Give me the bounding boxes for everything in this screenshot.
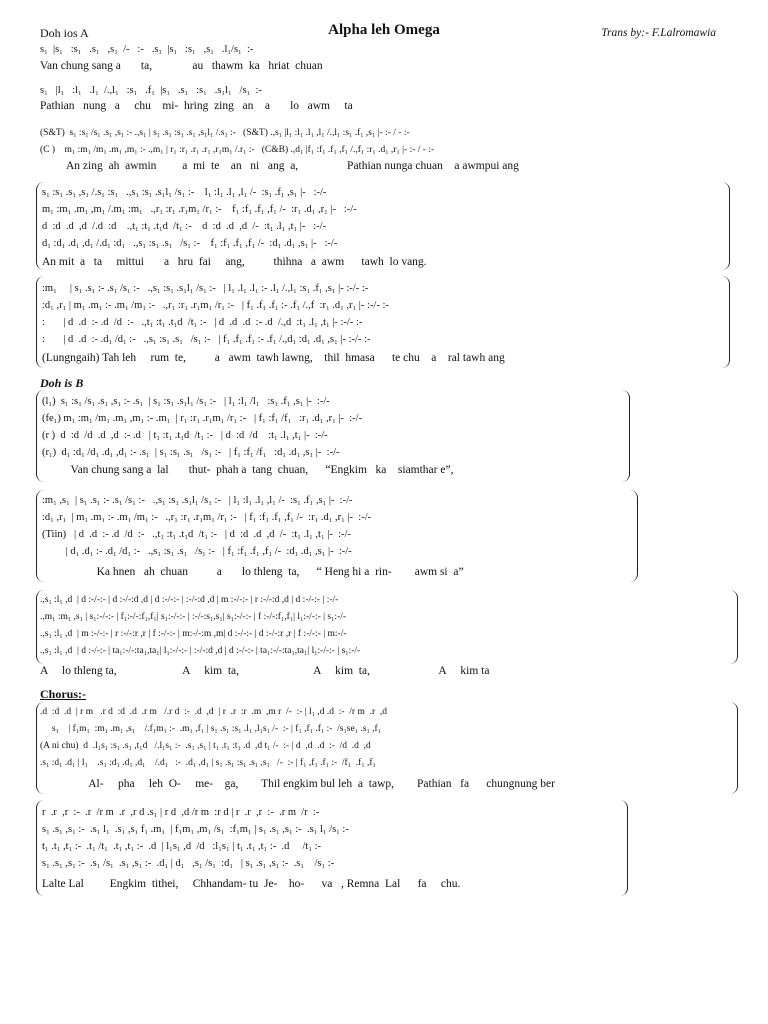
notation-row: :m₁ | s₁ .s₁ :- .s₁ /s₁ :- .,s₁ :s₁ .s₁l₁ /s₁ :- | l₁ .l₁ .l₁ :- .l₁ /.,l₁ :s₁ .f₁ ,s₁ |- :-/- :-: [42, 283, 369, 294]
notation-row: .s₁ :d₁ .d₁ | l₁ .s₁ :d₁ .d₁ ,d₁ /.d₁ :- .d₁ ,d₁ | s₁ .s₁ :s₁ .s₁ ,s₁ /- :- | f₁ ,f₁ .f₁ :- /f₁ .f₁ ,f₁: [40, 758, 376, 768]
lyric-line: (Lungngaih) Tah leh rum te, a awm tawh lawng, thil hmasa te chu a ral tawh ang: [42, 352, 505, 364]
notation-row: s₁ .s₁ ,s₁ :- .s₁ /s₁ .s₁ ,s₁ :- .d₁ | d₁ ,s₁ /s₁ :d₁ | s₁ .s₁ ,s₁ :- .s₁ /s₁ :-: [42, 858, 335, 869]
lyric-line: Van chung sang a lal thut- phah a tang chuan, “Engkim ka siamthar e”,: [42, 464, 454, 476]
notation-row: r .r ,r :- .r /r m .r ,r d .s₁ | r d ,d /r m :r d | r .r ,r :- .r m /r :-: [42, 807, 320, 818]
notation-row: .,s₁ :l₁ ,d | d :-/-:- | d :-/-:d ,d | d :-/-:- | :-/-:d ,d | m :-/-:- | r :-/-:d ,d | d :-/-:- | :-/-: [40, 595, 339, 605]
notation-row: : | d .d :- .d /d :- .,t₁ :t₁ .t₁d /t₁ :- | d .d .d :- .d /.,d :t₁ .l₁ ,t₁ |- :-/- :-: [42, 317, 363, 328]
chorus-label: Chorus:-: [40, 687, 87, 701]
notation-row: s₁ | f₁m₁ :m₁ .m₁ ,s₁ /.f₁m₁ :- .m₁ ,f₁ | s₁ .s₁ :s₁ .l₁ ,l₁s₁ /- :- | f₁ ,f₁ .f₁ :- /s₁se₁ .s₁ ,f₁: [40, 724, 382, 734]
notation-row: :d₁ ,r₁ | m₁ .m₁ :- .m₁ /m₁ :- .,r₁ :r₁ .r₁m₁ /r₁ :- | f₁ .f₁ .f₁ :- .f₁ /.,f :r₁ .d₁ ,r₁ |- :-/- :-: [42, 300, 389, 311]
notation-row: s₁ :s₁ .s₁ ,s₁ /.s₁ :s₁ .,s₁ :s₁ .s₁l₁ /s₁ :- l₁ :l₁ .l₁ ,l₁ /- :s₁ .f₁ ,s₁ |- :-/-: [42, 187, 327, 198]
notation-row: (Tiin) | d .d :- .d /d :- .,t₁ :t₁ .t₁d /t₁ :- | d :d .d ,d /- :t₁ .l₁ ,t₁ |- :-/-: [42, 529, 351, 540]
notation-row: t₁ .t₁ ,t₁ :- .t₁ /t₁ .t₁ ,t₁ :- .d | l₁s₁ ,d /d :l₁s₁ | t₁ .t₁ ,t₁ :- .d /t₁ :-: [42, 841, 322, 852]
lyric-line: Lalte Lal Engkim tithei, Chhandam- tu Je- ho- va , Remna Lal fa chu.: [42, 878, 461, 890]
notation-row: (S&T) s₁ :s₁ /s₁ .s₁ ,s₁ :- .,s₁ | s₁ .s₁ :s₁ .s₁ ,s₁l₁ /.s₁ :- (S&T) .,s₁ |l₁ :l₁ .l₁ ,l₁ /.,l₁ :s₁ .f₁ ,s₁ |- :- / - :-: [40, 128, 410, 138]
song-title: Alpha leh Omega: [328, 22, 440, 38]
key-signature: Doh ios A: [40, 26, 89, 40]
notation-row: (r₁) d₁ :d₁ /d₁ .d₁ ,d₁ :- .s₁ | s₁ :s₁ .s₁ /s₁ :- | f₁ :f₁ /f₁ :d₁ .d₁ ,s₁ |- :-/-: [42, 447, 340, 458]
notation-row: :m₁ ,s₁ | s₁ .s₁ :- .s₁ /s₁ :- .,s₁ :s₁ .s₁l₁ /s₁ :- | l₁ :l₁ .l₁ ,l₁ /- :s₁ .f₁ ,s₁ |- :-/-: [42, 495, 353, 506]
notation-row: (C ) m₁ :m₁ /m₁ .m₁ ,m₁ :- .,m₁ | r₁ :r₁ .r₁ .r₁ ,r₁m₁ /.r₁ :- (C&B) .,d₁ |f₁ :f₁ .f₁ ,f₁ /.,f₁ :r₁ .d₁ ,r₁ |- :- / - :-: [40, 145, 435, 155]
notation-row: (fe₁) m₁ :m₁ /m₁ .m₁ ,m₁ :- .m₁ | r₁ :r₁ .r₁m₁ /r₁ :- | f₁ :f₁ /f₁ :r₁ .d₁ ,r₁ |- :-/-: [42, 413, 363, 424]
notation-row: s₁ |l₁ :l₁ .l₁ /.,l₁ :s₁ .f₁ |s₁ .s₁ :s₁ .s₁l₁ /s₁ :-: [40, 85, 262, 96]
notation-row: (l₁) s₁ :s₁ /s₁ .s₁ ,s₁ :- .s₁ | s₁ :s₁ .s₁l₁ /s₁ :- | l₁ :l₁ /l₁ :s₁ .f₁ ,s₁ |- :-/-: [42, 396, 330, 407]
lyric-line: An zing ah awmin a mi te an ni ang a, Pathian nunga chuan a awmpui ang: [66, 160, 519, 172]
lyric-line: Ka hnen ah chuan a lo thleng ta, “ Heng hi a rin- awm si a”: [42, 566, 464, 578]
notation-row: d :d .d ,d /.d :d .,t₁ :t₁ .t₁d /t₁ :- d :d .d ,d /- :t₁ .l₁ ,t₁ |- :-/-: [42, 221, 327, 232]
lyric-line: A lo thleng ta, A kim ta, A kim ta, A kim ta: [40, 665, 490, 677]
lyric-line: Pathian nung a chu mi- hring zing an a lo awm ta: [40, 100, 353, 112]
notation-row: :d₁ ,r₁ | m₁ .m₁ :- .m₁ /m₁ :- .,r₁ :r₁ .r₁m₁ /r₁ :- | f₁ :f₁ .f₁ ,f₁ /- :r₁ .d₁ ,r₁ |- :-/-: [42, 512, 372, 523]
notation-row: s₁ .s₁ ,s₁ :- .s₁ l₁ .s₁ ,s₁ f₁ .m₁ | f₁m₁ ,m₁ /s₁ :f₁m₁ | s₁ .s₁ ,s₁ :- .s₁ l₁ /s₁ :-: [42, 824, 349, 835]
notation-row: (r ) d :d /d .d ,d :- .d | t₁ :t₁ .t₁d /t₁ :- | d :d /d :t₁ .l₁ ,t₁ |- :-/-: [42, 430, 328, 441]
notation-row: : | d .d :- .d₁ /d₁ :- .,s₁ :s₁ .s₁ /s₁ :- | f₁ .f₁ .f₁ :- .f₁ /.,d₁ :d₁ .d₁ ,s₁ |- :-/- :-: [42, 334, 371, 345]
notation-row: .,s₁ :l₁ ,d | m :-/-:- | r :-/-:r ,r | f :-/-:- | m:-/-:m ,m| d :-/-:- | d :-/-:r ,r | f :-/-:- | m:-/-: [40, 629, 347, 639]
notation-row: s₁ |s₁ :s₁ .s₁ ,s₁ /- :- .s₁ |s₁ :s₁ ,s₁ .l₁/s₁ :-: [40, 44, 254, 55]
lyric-line: Al- pha leh O- me- ga, Thil engkim bul leh a tawp, Pathian fa chungnung ber: [40, 778, 555, 790]
notation-row: .d :d .d | r m .r d :d .d .r m /.r d :- .d ,d | r .r :r .m ,m r /- :- | l₁ ,d .d :- /r m .r ,d: [40, 707, 388, 717]
notation-row: .,s₁ :l₁ ,d | d :-/-:- | ta₁:-/-:ta₁,ta₁| l₁:-/-:- | :-/-:d ,d | d :-/-:- | ta₁:-/-:ta₁,ta₁| l₁:-/-:- | s₁:-/-: [40, 646, 361, 656]
notation-row: d₁ :d₁ .d₁ ,d₁ /.d₁ :d₁ .,s₁ :s₁ .s₁ /s₁ :- f₁ :f₁ .f₁ ,f₁ /- :d₁ .d₁ ,s₁ |- :-/-: [42, 238, 338, 249]
lyric-line: Van chung sang a ta, au thawm ka hriat chuan: [40, 60, 323, 72]
lyric-line: An mit a ta mittui a hru fai ang, thihna a awm tawh lo vang.: [42, 256, 427, 268]
notation-row: .,m₁ :m₁ ,s₁ | s₁:-/-:- | f₁:-/-:f₁,f₁| s₁:-/-:- | :-/-:s₁,s₁| s₁:-/-:- | f :-/-:f₁,f₁| l₁:-/-:- | s₁:-/-: [40, 612, 347, 622]
notation-row: | d₁ .d₁ :- .d₁ /d₁ :- .,s₁ :s₁ .s₁ /s₁ :- | f₁ :f₁ .f₁ ,f₁ /- :d₁ .d₁ ,s₁ |- :-/-: [42, 546, 352, 557]
notation-row: (A ni chu) d .l₁s₁ :s₁ .s₁ ,t₁d /.l₁s₁ :- .s₁ ,s₁ | t₁ .t₁ :t₁ .d ,d t₁ /- :- | d ,d .d :- /d .d ,d: [40, 741, 371, 751]
section-label: Doh is B: [40, 376, 84, 390]
notation-row: m₁ :m₁ .m₁ ,m₁ /.m₁ :m₁ .,r₁ :r₁ .r₁m₁ /r₁ :- f₁ :f₁ .f₁ ,f₁ /- :r₁ .d₁ ,r₁ |- :-/-: [42, 204, 357, 215]
translator-credit: Trans by:- F.Lalromawia: [601, 27, 716, 39]
